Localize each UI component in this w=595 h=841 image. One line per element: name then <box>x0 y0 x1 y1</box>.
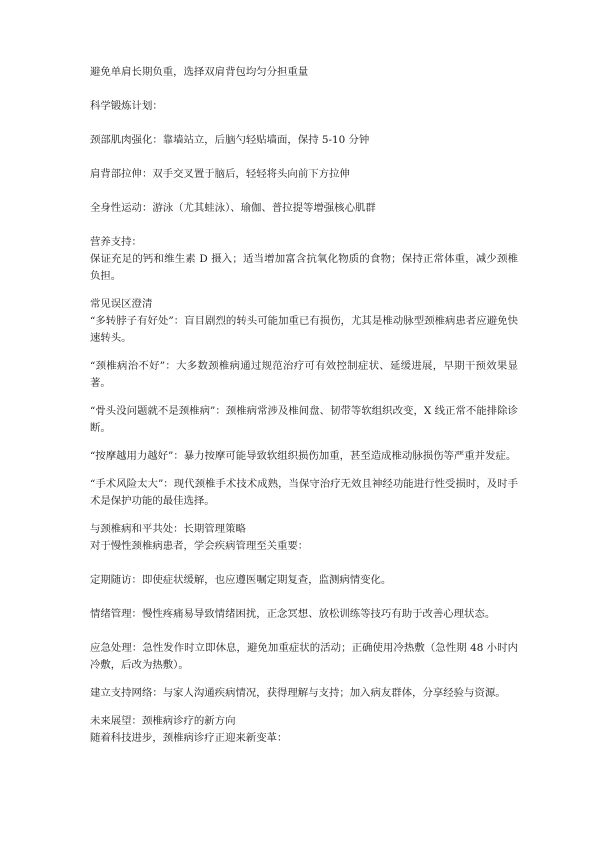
paragraph-support <box>90 685 518 702</box>
heading-exercise-plan <box>90 98 518 115</box>
paragraph-myth-3 <box>90 403 518 437</box>
paragraph-whole-body <box>90 200 518 217</box>
text-line: 肩背部拉伸：双手交叉置于脑后，轻轻将头向前下方拉伸 <box>90 168 350 180</box>
text-myth: “多转脖子有好处”：盲目剧烈的转头可能加重已有损伤，尤其是椎动脉型颈椎病患者应避免快速转头。 <box>90 315 518 344</box>
paragraph-nutrition <box>90 234 518 285</box>
paragraph-neck-strength <box>90 132 518 149</box>
text-line: 颈部肌肉强化：靠墙站立，后脑勺轻贴墙面，保持 5-10 分钟 <box>90 134 370 146</box>
paragraph-myth-1 <box>90 313 518 347</box>
heading-nutrition: 营养支持： <box>90 236 142 248</box>
text-line: 建立支持网络：与家人沟通疾病情况，获得理解与支持；加入病友群体，分享经验与资源。 <box>90 687 506 699</box>
paragraph-myth-5 <box>90 476 518 510</box>
paragraph-shoulder-stretch <box>90 166 518 183</box>
text-myth: “按摩越用力越好”：暴力按摩可能导致软组织损伤加重，甚至造成椎动脉损伤等严重并发症。 <box>90 450 517 462</box>
heading-long-term <box>90 521 518 555</box>
text-line: 与颈椎病和平共处：长期管理策略 <box>90 523 246 535</box>
text-myth: “手术风险太大”：现代颈椎手术技术成熟，当保守治疗无效且神经功能进行性受损时，及时手术是保护功能的最佳选择。 <box>90 478 518 507</box>
text-line: 避免单肩长期负重，选择双肩背包均匀分担重量 <box>90 66 309 78</box>
text-line: 定期随访：即使症状缓解，也应遵医嘱定期复查，监测病情变化。 <box>90 574 392 586</box>
paragraph-emotion <box>90 606 518 623</box>
text-line: 情绪管理：慢性疼痛易导致情绪困扰，正念冥想、放松训练等技巧有助于改善心理状态。 <box>90 608 496 620</box>
text-line: 未来展望：颈椎病诊疗的新方向 <box>90 715 236 727</box>
text-line: 全身性运动：游泳（尤其蛙泳）、瑜伽、普拉提等增强核心肌群 <box>90 202 376 214</box>
document-body <box>90 64 518 747</box>
paragraph-emergency <box>90 640 518 674</box>
heading-future <box>90 713 518 747</box>
paragraph-backpack <box>90 64 518 81</box>
text-nutrition: 保证充足的钙和维生素 D 摄入；适当增加富含抗氧化物质的食物；保持正常体重，减少颈椎负担。 <box>90 253 518 282</box>
text-line: 科学锻炼计划： <box>90 100 163 112</box>
paragraph-myth-4 <box>90 448 518 465</box>
text-emergency: 应急处理：急性发作时立即休息，避免加重症状的活动；正确使用冷热敷（急性期 48 小时内冷敷，后改为热敷）。 <box>90 642 518 671</box>
paragraph-myth-2 <box>90 358 518 392</box>
paragraph-follow-up <box>90 572 518 589</box>
text-line: 常见误区澄清 <box>90 298 153 310</box>
heading-misconceptions <box>90 296 518 313</box>
text-line: 随着科技进步，颈椎病诊疗正迎来新变革： <box>90 732 288 744</box>
text-line: 对于慢性颈椎病患者，学会疾病管理至关重要： <box>90 540 309 552</box>
text-myth: “骨头没问题就不是颈椎病”：颈椎病常涉及椎间盘、韧带等软组织改变，X 线正常不能排除诊断。 <box>90 405 518 434</box>
text-myth: “颈椎病治不好”：大多数颈椎病通过规范治疗可有效控制症状、延缓进展，早期干预效果显著。 <box>90 360 518 389</box>
